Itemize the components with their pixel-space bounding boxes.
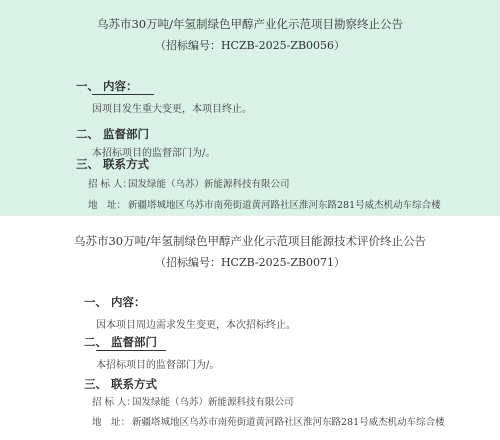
section-number: 一、 [84, 295, 107, 309]
tenderer-label: 招 标 人： [92, 397, 137, 408]
tenderer-name: 国发绿能（乌苏）新能源科技有限公司 [128, 179, 290, 190]
heading-underline [92, 94, 154, 95]
tender-code: （招标编号：HCZB-2025-ZB0056） [154, 39, 346, 52]
contact-address [88, 197, 441, 211]
address-value: 新疆塔城地区乌苏市南苑街道黄河路社区淮河东路281号威杰机动车综合楼 [132, 417, 445, 428]
notice-title: 乌苏市30万吨/年氢制绿色甲醇产业化示范项目能源技术评价终止公告 [73, 234, 426, 248]
section-number: 二、 [76, 127, 99, 141]
contact-tenderer [88, 176, 290, 190]
section-title: 联系方式 [111, 377, 157, 391]
section-text-content: 因项目发生重大变更，本项目终止。 [92, 104, 252, 115]
notice-scan-1 [0, 0, 500, 215]
section-title: 监督部门 [111, 335, 157, 349]
section-text-supervision: 本招标项目的监督部门为/。 [96, 360, 220, 371]
section-heading-content [84, 294, 146, 310]
section-text-content: 因本项目周边需求发生变更，本次招标终止。 [96, 320, 296, 331]
tender-code: （招标编号：HCZB-2025-ZB0071） [154, 256, 346, 269]
section-number: 三、 [84, 377, 107, 391]
section-heading-content [76, 78, 138, 94]
section-title: 内容： [111, 295, 146, 309]
contact-address [92, 414, 445, 428]
address-value: 新疆塔城地区乌苏市南苑街道黄河路社区淮河东路281号威杰机动车综合楼 [128, 200, 441, 211]
tenderer-name: 国发绿能（乌苏）新能源科技有限公司 [132, 397, 294, 408]
address-label: 地 址： [92, 417, 131, 428]
address-label: 地 址： [88, 200, 127, 211]
section-number: 二、 [84, 335, 107, 349]
section-heading-contact [76, 156, 149, 172]
section-heading-contact [84, 376, 157, 392]
section-title: 联系方式 [103, 157, 149, 171]
notice-title: 乌苏市30万吨/年氢制绿色甲醇产业化示范项目勘察终止公告 [96, 17, 403, 31]
section-heading-supervision [76, 126, 149, 142]
contact-tenderer [92, 394, 294, 408]
section-number: 三、 [76, 157, 99, 171]
section-title: 内容： [103, 79, 138, 93]
section-title: 监督部门 [103, 127, 149, 141]
section-heading-supervision [84, 334, 157, 350]
notice-scan-2 [0, 215, 500, 440]
section-number: 一、 [76, 79, 99, 93]
heading-underline [96, 350, 166, 351]
tenderer-label: 招 标 人： [88, 179, 133, 190]
section-text-supervision: 本招标项目的监督部门为/。 [92, 148, 216, 159]
